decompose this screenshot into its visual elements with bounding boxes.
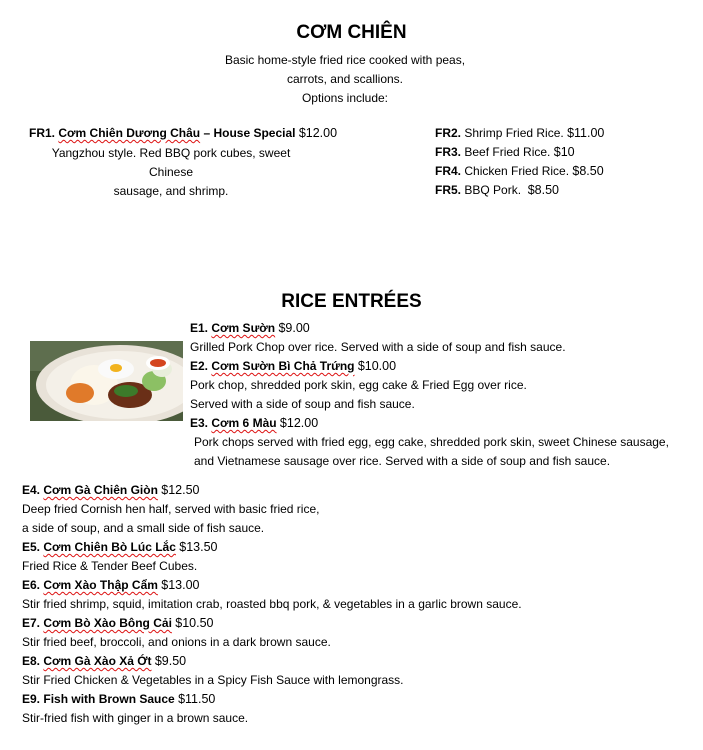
menu-item-e5 — [22, 538, 522, 557]
item-code: FR4. — [435, 164, 462, 178]
item-desc: a side of soup, and a small side of fish sauce. — [22, 521, 265, 535]
item-code: E7. — [22, 616, 41, 630]
item-name: Cơm Sườn — [211, 321, 276, 335]
item-code: E8. — [22, 654, 41, 668]
item-desc: Pork chop, shredded pork skin, egg cake & Fried Egg over rice. — [190, 378, 527, 392]
item-price: $9.00 — [278, 321, 310, 335]
item-desc: and Vietnamese sausage over rice. Served with a side of soup and fish sauce. — [194, 454, 611, 468]
item-name: Cơm Gà Xào Xả Ớt — [43, 654, 152, 668]
menu-item-e4 — [22, 481, 522, 500]
menu-item-fr1 — [29, 124, 337, 143]
entrees-group-bottom — [22, 481, 522, 728]
item-price: $10.50 — [175, 616, 214, 630]
item-price: $12.00 — [279, 416, 319, 430]
fried-rice-options — [435, 124, 604, 200]
item-price: $8.50 — [572, 164, 604, 178]
item-price: $10.00 — [357, 359, 397, 373]
menu-item-e6 — [22, 576, 522, 595]
rice-plate-image — [30, 341, 183, 421]
item-price: $13.00 — [161, 578, 200, 592]
section-title-rice-entrees: RICE ENTRÉES — [281, 291, 422, 312]
item-name: Chicken Fried Rice. — [464, 164, 570, 178]
item-name: Fish with Brown Sauce — [43, 692, 175, 706]
menu-item-e8 — [22, 652, 522, 671]
item-code: FR5. — [435, 183, 462, 197]
item-name: Cơm Bò Xào Bông Cải — [43, 616, 172, 630]
menu-item-e7 — [22, 614, 522, 633]
item-price: $11.00 — [567, 126, 605, 140]
item-code: E1. — [190, 321, 209, 335]
item-name: Cơm Sườn Bì Chả Trứng — [211, 359, 355, 373]
menu-item-fr4 — [435, 162, 604, 181]
item-price: $9.50 — [154, 654, 187, 668]
menu-item-e3 — [190, 414, 669, 433]
item-desc: Stir fried beef, broccoli, and onions in a dark brown sauce. — [22, 635, 331, 649]
fr1-description — [29, 144, 313, 201]
item-name: Beef Fried Rice. — [464, 145, 551, 159]
item-name: BBQ Pork. — [464, 183, 522, 197]
item-name: Cơm Xào Thập Cẩm — [43, 578, 158, 592]
item-desc: Stir-fried fish with ginger in a brown sauce. — [22, 711, 249, 725]
item-price: $12.50 — [161, 483, 200, 497]
item-code: FR2. — [435, 126, 462, 140]
item-desc: Pork chops served with fried egg, egg cake, shredded pork skin, sweet Chinese sausage, — [194, 435, 669, 449]
entrees-group-top — [190, 319, 669, 471]
item-desc: Deep fried Cornish hen half, served with basic fried rice, — [22, 502, 320, 516]
dish-photo — [30, 341, 183, 421]
item-desc: Stir Fried Chicken & Vegetables in a Spicy Fish Sauce with lemongrass. — [22, 673, 404, 687]
menu-item-e9 — [22, 690, 522, 709]
item-price: $13.50 — [179, 540, 218, 554]
desc-line: sausage, and shrimp. — [113, 184, 229, 198]
item-code: E4. — [22, 483, 41, 497]
intro-line: Options include: — [301, 91, 389, 105]
menu-item-fr5 — [435, 181, 604, 200]
item-name: Shrimp Fried Rice. — [464, 126, 564, 140]
item-name: Cơm Chiên Dương Châu — [58, 126, 201, 140]
intro-line: carrots, and scallions. — [286, 72, 404, 86]
intro-line: Basic home-style fried rice cooked with peas, — [224, 53, 466, 67]
desc-line: Yangzhou style. Red BBQ pork cubes, sweet Chinese — [51, 146, 291, 179]
item-code: E2. — [190, 359, 209, 373]
menu-item-e1 — [190, 319, 669, 338]
item-price: $8.50 — [527, 183, 559, 197]
item-code: FR1. — [29, 126, 56, 140]
section-intro — [145, 51, 545, 108]
item-code: E9. — [22, 692, 41, 706]
item-name: Cơm Chiên Bò Lúc Lắc — [43, 540, 176, 554]
item-name: Cơm 6 Màu — [211, 416, 277, 430]
item-code: E3. — [190, 416, 209, 430]
item-desc: Stir fried shrimp, squid, imitation crab, roasted bbq pork, & vegetables in a garlic brown sauce. — [22, 597, 522, 611]
item-code: E6. — [22, 578, 41, 592]
item-price: $10 — [553, 145, 575, 159]
item-name: Cơm Gà Chiên Giòn — [43, 483, 158, 497]
menu-item-fr2 — [435, 124, 604, 143]
item-desc: Served with a side of soup and fish sauce. — [190, 397, 415, 411]
item-desc: Grilled Pork Chop over rice. Served with a side of soup and fish sauce. — [190, 340, 566, 354]
section-title-com-chien: CƠM CHIÊN — [296, 22, 407, 43]
item-price: $11.50 — [178, 692, 216, 706]
menu-item-fr3 — [435, 143, 604, 162]
item-code: E5. — [22, 540, 41, 554]
item-suffix: – House Special — [200, 126, 296, 140]
item-desc: Fried Rice & Tender Beef Cubes. — [22, 559, 198, 573]
item-code: FR3. — [435, 145, 462, 159]
menu-item-e2 — [190, 357, 669, 376]
item-price: $12.00 — [298, 126, 338, 140]
